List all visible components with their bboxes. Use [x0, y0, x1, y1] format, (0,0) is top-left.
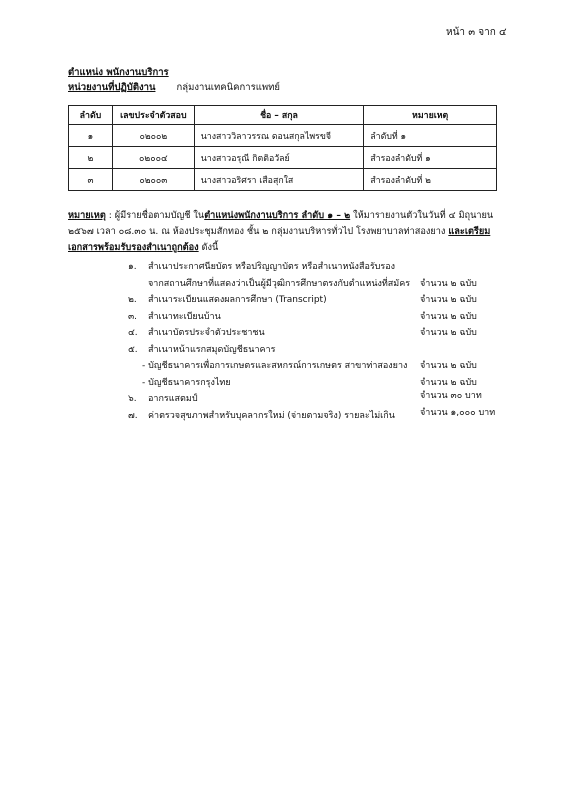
header-remark: หมายเหตุ	[364, 106, 497, 125]
table-row	[69, 169, 497, 191]
item-quantity: จำนวน ๒ ฉบับ	[420, 361, 477, 371]
item-number: ๖.	[128, 394, 137, 404]
item-quantity: จำนวน ๒ ฉบับ	[420, 312, 477, 322]
row-exam-id: ๐๒๐๐๓	[112, 169, 194, 191]
row-no: ๒	[69, 147, 113, 169]
row-exam-id: ๐๒๐๐๒	[112, 125, 194, 147]
unit-line	[68, 80, 280, 95]
item-text: ค่าตรวจสุขภาพสำหรับบุคลากรใหม่ (จ่ายตามจริง) รายละไม่เกิน	[148, 411, 395, 421]
table-header-row	[69, 106, 497, 125]
row-remark: ลำดับที่ ๑	[364, 125, 497, 147]
row-no: ๓	[69, 169, 113, 191]
note-line-3	[68, 240, 218, 255]
position-label: ตำแหน่ง พนักงานบริการ	[68, 67, 169, 78]
item-number: ๑.	[128, 262, 137, 272]
row-no: ๑	[69, 125, 113, 147]
item-text: - บัญชีธนาคารเพื่อการเกษตรและสหกรณ์การเกษตร สาขาท่าสองยาง	[142, 361, 408, 371]
note-text: : ผู้มีรายชื่อตามบัญชี ใน	[105, 210, 205, 221]
item-text: - บัญชีธนาคารกรุงไทย	[142, 378, 231, 388]
note-emphasis: และเตรียม	[448, 226, 491, 237]
item-quantity: จำนวน ๒ ฉบับ	[420, 378, 477, 388]
note-text: ให้มารายงานตัวในวันที่ ๔ มิถุนายน	[350, 210, 494, 221]
header-name: ชื่อ – สกุล	[194, 106, 364, 125]
note-position: ตำแหน่งพนักงานบริการ ลำดับ ๑ – ๒	[204, 210, 351, 221]
item-text: สำเนาประกาศนียบัตร หรือปริญญาบัตร หรือสำเนาหนังสือรับรอง	[148, 262, 396, 272]
row-remark: สำรองลำดับที่ ๒	[364, 169, 497, 191]
table-row	[69, 125, 497, 147]
table-row	[69, 147, 497, 169]
item-number: ๕.	[128, 345, 138, 355]
page-number: หน้า ๓ จาก ๔	[446, 27, 507, 38]
note-line-1	[68, 208, 493, 223]
note-text: ดังนี้	[198, 242, 219, 253]
row-remark: สำรองลำดับที่ ๑	[364, 147, 497, 169]
item-text: สำเนาบัตรประจำตัวประชาชน	[148, 328, 265, 338]
item-text: จากสถานศึกษาที่แสดงว่าเป็นผู้มีวุฒิการศึกษาตรงกับตำแหน่งที่สมัคร	[148, 279, 411, 289]
item-quantity: จำนวน ๓๐ บาท	[420, 391, 482, 401]
item-text: สำเนาหน้าแรกสมุดบัญชีธนาคาร	[148, 345, 276, 355]
row-name: นางสาววิลาวรรณ ดอนสกุลไพรขจี	[194, 125, 364, 147]
note-text: ๒๕๖๗ เวลา ๐๘.๓๐ น. ณ ห้องประชุมสักทอง ชั้น ๒ กลุ่มงานบริหารทั่วไป โรงพยาบาลท่าสองยาง	[68, 226, 449, 237]
row-exam-id: ๐๒๐๐๔	[112, 147, 194, 169]
unit-label: หน่วยงานที่ปฏิบัติงาน	[68, 82, 156, 93]
item-quantity: จำนวน ๑,๐๐๐ บาท	[420, 408, 496, 418]
item-number: ๔.	[128, 328, 138, 338]
item-number: ๓.	[128, 312, 138, 322]
results-table	[68, 105, 497, 191]
note-emphasis: เอกสารพร้อมรับรองสำเนาถูกต้อง	[68, 242, 199, 253]
row-name: นางสาวอรุณี กิตติอวัลย์	[194, 147, 364, 169]
item-quantity: จำนวน ๒ ฉบับ	[420, 328, 477, 338]
item-quantity: จำนวน ๒ ฉบับ	[420, 295, 477, 305]
item-quantity: จำนวน ๒ ฉบับ	[420, 279, 477, 289]
item-text: สำเนาระเบียนแสดงผลการศึกษา (Transcript)	[148, 295, 327, 305]
header-no: ลำดับ	[69, 106, 113, 125]
item-text: อากรแสตมป์	[148, 394, 198, 404]
header-exam-id: เลขประจำตัวสอบ	[112, 106, 194, 125]
item-number: ๗.	[128, 411, 138, 421]
note-head: หมายเหตุ	[68, 210, 106, 221]
row-name: นางสาวอริศรา เสือสุกใส	[194, 169, 364, 191]
unit-value: กลุ่มงานเทคนิคการแพทย์	[176, 82, 280, 93]
item-number: ๒.	[128, 295, 137, 305]
note-line-2	[68, 224, 490, 239]
position-line	[68, 65, 169, 80]
item-text: สำเนาทะเบียนบ้าน	[148, 312, 221, 322]
